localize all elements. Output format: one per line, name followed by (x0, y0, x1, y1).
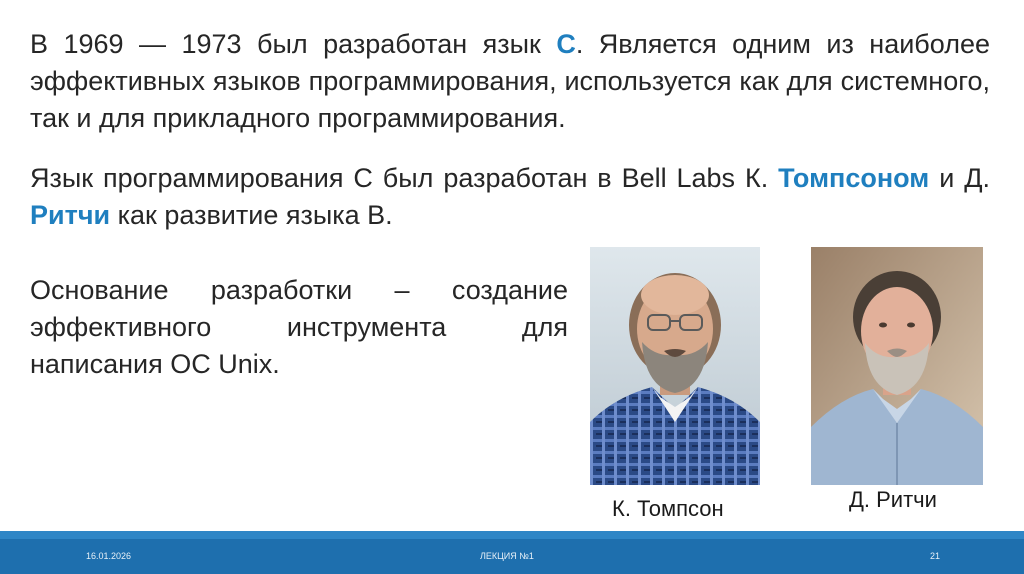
paragraph-history (30, 26, 990, 137)
thompson-highlight: Томпсоном (778, 163, 930, 193)
thompson-photo (590, 247, 760, 485)
ritchie-caption: Д. Ритчи (849, 487, 937, 512)
thompson-caption: К. Томпсон (612, 496, 724, 521)
thompson-portrait-icon (590, 247, 760, 485)
ritchie-highlight: Ритчи (30, 200, 111, 230)
footer-accent-bar (0, 531, 1024, 539)
footer-date: 16.01.2026 (86, 551, 132, 561)
footer-lecture-title: ЛЕКЦИЯ №1 (480, 551, 534, 561)
paragraph-authors (30, 160, 990, 234)
ritchie-portrait-icon (811, 247, 983, 485)
para2-text-3: как развитие языка B. (110, 200, 393, 230)
language-c-highlight: C (556, 29, 576, 59)
para1-text-before: В 1969 — 1973 был разработан язык (30, 29, 557, 59)
paragraph-purpose: Основание разработки – создание эффективного инструмента для написания ОС Unix. (30, 275, 568, 379)
para1-text-after: . Является одним из наиболее эффективных языков программирования, используется как для системного, так и для прикладного программирования. (30, 29, 990, 133)
footer-page-number: 21 (930, 551, 941, 561)
para2-text-1: Язык программирования С был разработан в Bell Labs К. (30, 163, 779, 193)
ritchie-photo (811, 247, 983, 485)
para2-text-2: и Д. (929, 163, 990, 193)
